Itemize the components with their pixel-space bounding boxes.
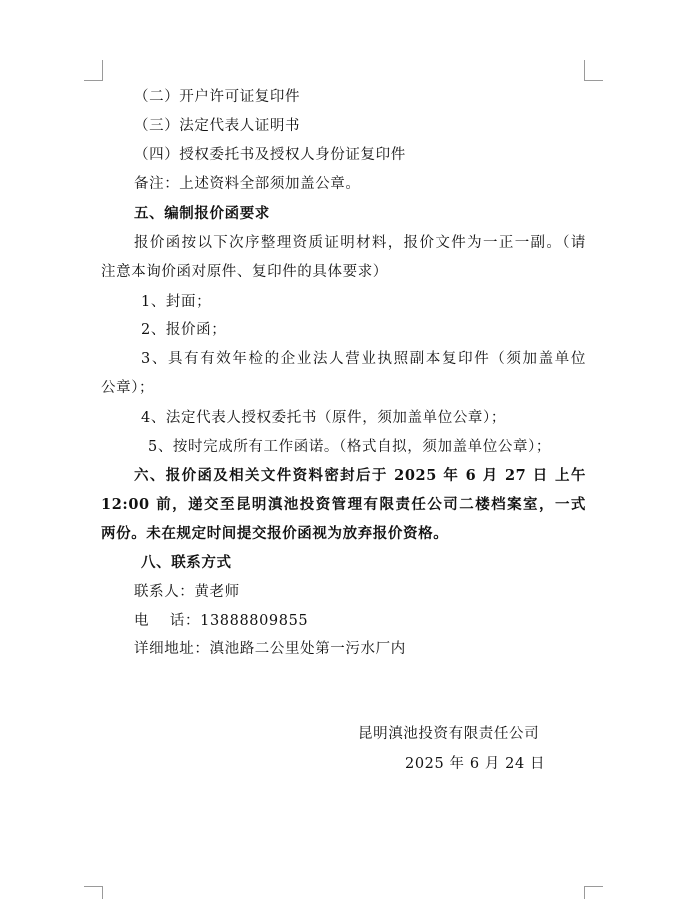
note-line: 备注：上述资料全部须加盖公章。 (134, 176, 361, 192)
section-6-line: 两份。未在规定时间提交报价函视为放弃报价资格。 (101, 525, 449, 542)
contact-phone-value: 13888809855 (200, 613, 309, 629)
section-heading-5: 五、编制报价函要求 (134, 205, 270, 222)
list-item: 4、法定代表人授权委托书（原件，须加盖单位公章）； (141, 410, 506, 426)
section-6-line: 六、报价函及相关文件资料密封后于 2025 年 6 月 27 日 上午 (134, 467, 586, 484)
list-item: 1、封面； (141, 294, 212, 310)
contact-phone (134, 611, 308, 631)
crop-mark-top-right (584, 60, 603, 81)
contact-phone-label: 电 话： (134, 613, 201, 629)
crop-mark-bottom-left (84, 886, 103, 899)
crop-mark-bottom-right (584, 886, 603, 899)
paragraph-line: 注意本询价函对原件、复印件的具体要求） (101, 264, 388, 280)
paragraph-line: 报价函按以下次序整理资质证明材料，报价文件为一正一副。（请 (134, 235, 586, 251)
section-heading-8: 八、联系方式 (141, 554, 232, 571)
section-6-line: 12:00 前，递交至昆明滇池投资管理有限责任公司二楼档案室，一式 (101, 496, 586, 513)
crop-mark-top-left (84, 60, 103, 81)
list-item-account-license: （二）开户许可证复印件 (134, 89, 301, 105)
contact-person: 联系人：黄老师 (134, 584, 240, 600)
list-item: 5、按时完成所有工作函诺。（格式自拟，须加盖单位公章）； (148, 439, 552, 455)
list-item-authorization-letter: （四）授权委托书及授权人身份证复印件 (134, 147, 406, 163)
signature-organization: 昆明滇池投资有限责任公司 (358, 726, 540, 742)
list-item: 2、报价函； (141, 322, 227, 338)
signature-date: 2025 年 6 月 24 日 (405, 756, 546, 772)
contact-address: 详细地址：滇池路二公里处第一污水厂内 (134, 641, 406, 657)
list-item: 3、具有有效年检的企业法人营业执照副本复印件（须加盖单位 (141, 351, 586, 367)
list-item-continuation: 公章）； (101, 380, 155, 396)
list-item-legal-rep-certificate: （三）法定代表人证明书 (134, 118, 301, 134)
